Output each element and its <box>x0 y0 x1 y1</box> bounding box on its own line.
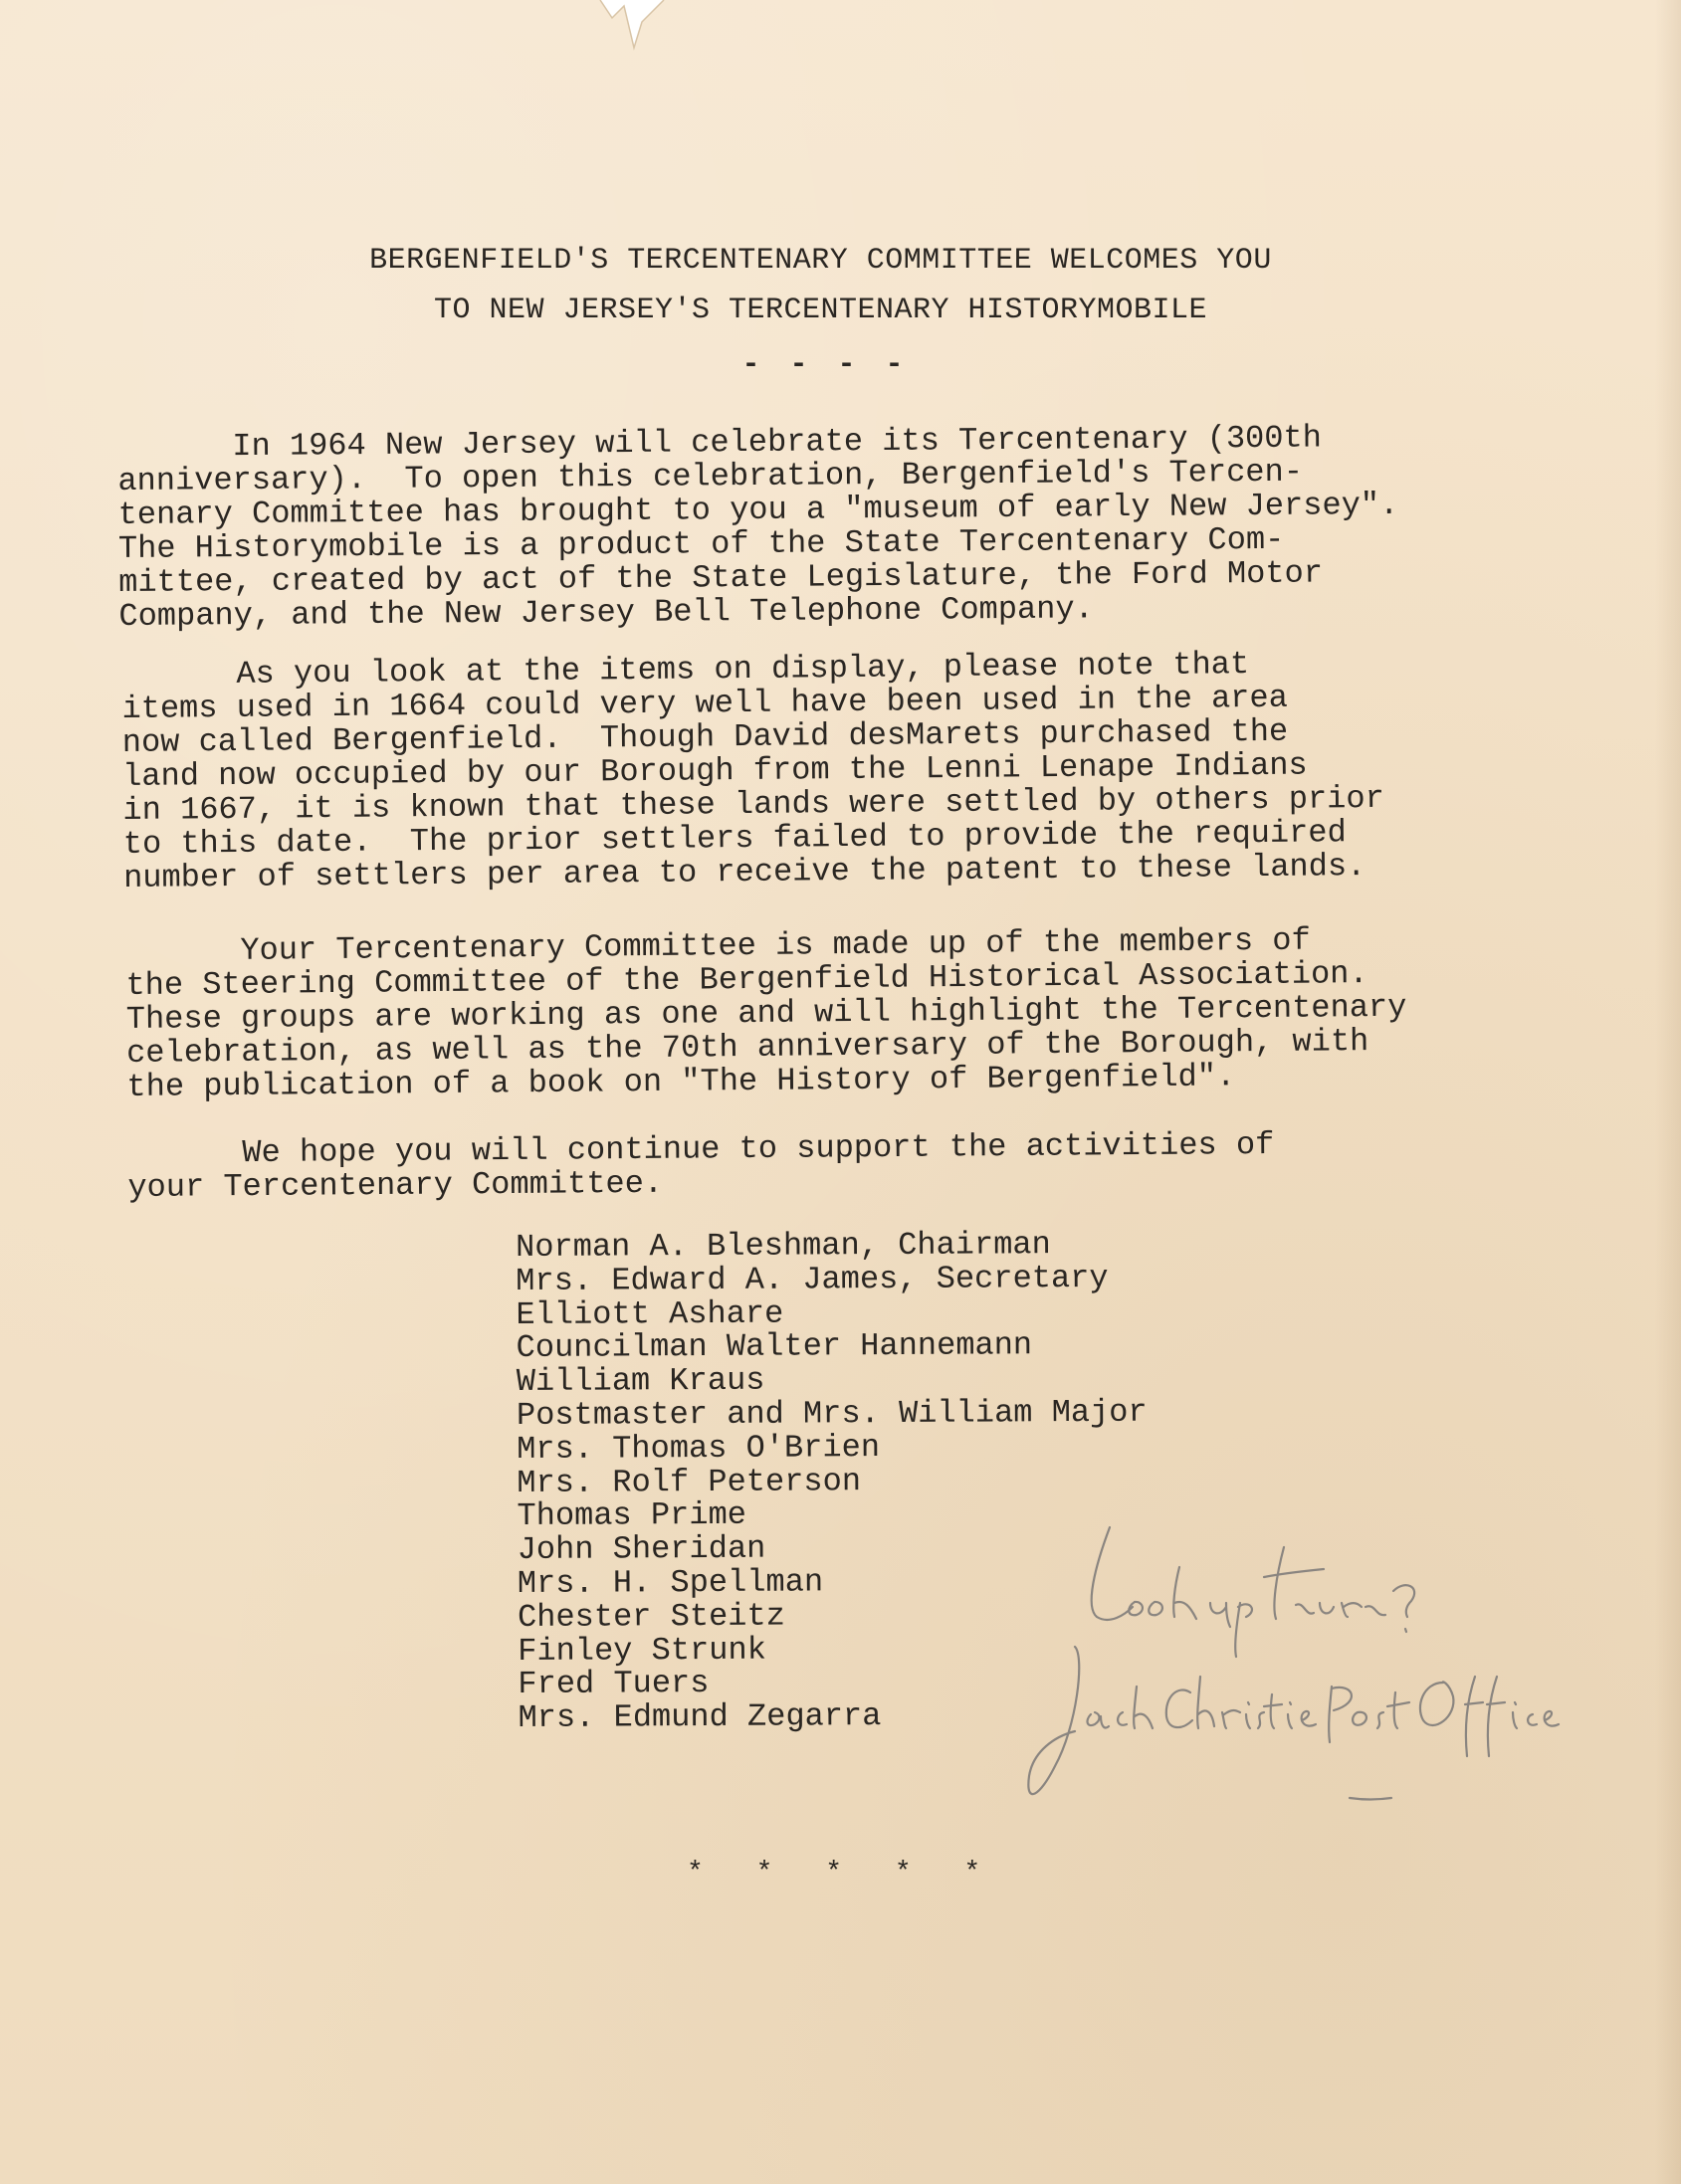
closing-asterisks: * * * * * <box>687 1858 999 1888</box>
member-item: William Kraus <box>516 1361 765 1401</box>
paragraph-1: In 1964 New Jersey will celebrate its Tercentenary (300th anniversary). To open this celebration, Bergenfield's Tercen- tenary Committee has brought to you a "museum of early New Jersey". The Historymobile is a product of the State Tercentenary Com- mittee, created by act of the State Legislature, the Ford Motor Company, and the New Jersey Bell Telephone Company. <box>116 419 1399 635</box>
member-item: Mrs. Thomas O'Brien <box>517 1428 881 1468</box>
member-item: Norman A. Bleshman, Chairman <box>515 1226 1051 1266</box>
member-item: Fred Tuers <box>518 1665 710 1703</box>
handwritten-pencil-note <box>1015 1507 1573 1836</box>
member-item: Mrs. Rolf Peterson <box>517 1462 862 1501</box>
member-item: Councilman Walter Hannemann <box>516 1326 1033 1367</box>
heading-line-2: TO NEW JERSEY'S TERCENTENARY HISTORYMOBILE <box>433 294 1208 327</box>
member-item: Mrs. Edmund Zegarra <box>518 1697 882 1737</box>
member-item: Chester Steitz <box>517 1597 785 1636</box>
member-item: Thomas Prime <box>517 1496 747 1535</box>
member-item: Mrs. Edward A. James, Secretary <box>516 1259 1109 1299</box>
paragraph-2: As you look at the items on display, please note that items used in 1664 could very well have been used in the area now called Bergenfield. Though David desMarets purchased the land now occupied by our Borough from the Lenni Lenape Indians in 1667, it is known that these lands were settled by others prior to this date. The prior settlers failed to provide the required number of settlers per area to receive the patent to these lands. <box>120 646 1384 896</box>
member-item: John Sheridan <box>517 1529 766 1569</box>
heading-separator: - - - - <box>741 348 910 382</box>
member-item: Finley Strunk <box>518 1631 766 1670</box>
heading-line-1: BERGENFIELD'S TERCENTENARY COMMITTEE WELCOMES YOU <box>369 244 1272 278</box>
paragraph-3: Your Tercentenary Committee is made up of the members of the Steering Committee of the Bergenfield Historical Association. These groups are working as one and will highlight the Tercentenary celebration, as well as the 70th anniversary of the Borough, with the publication of a book on "The History of Bergenfield". <box>124 921 1407 1105</box>
torn-corner-mark <box>572 0 672 70</box>
member-item: Elliott Ashare <box>516 1294 784 1333</box>
paragraph-4: We hope you will continue to support the activities of your Tercentenary Committee. <box>126 1125 1275 1206</box>
member-item: Mrs. H. Spellman <box>517 1563 824 1602</box>
member-item: Postmaster and Mrs. William Major <box>516 1393 1148 1434</box>
